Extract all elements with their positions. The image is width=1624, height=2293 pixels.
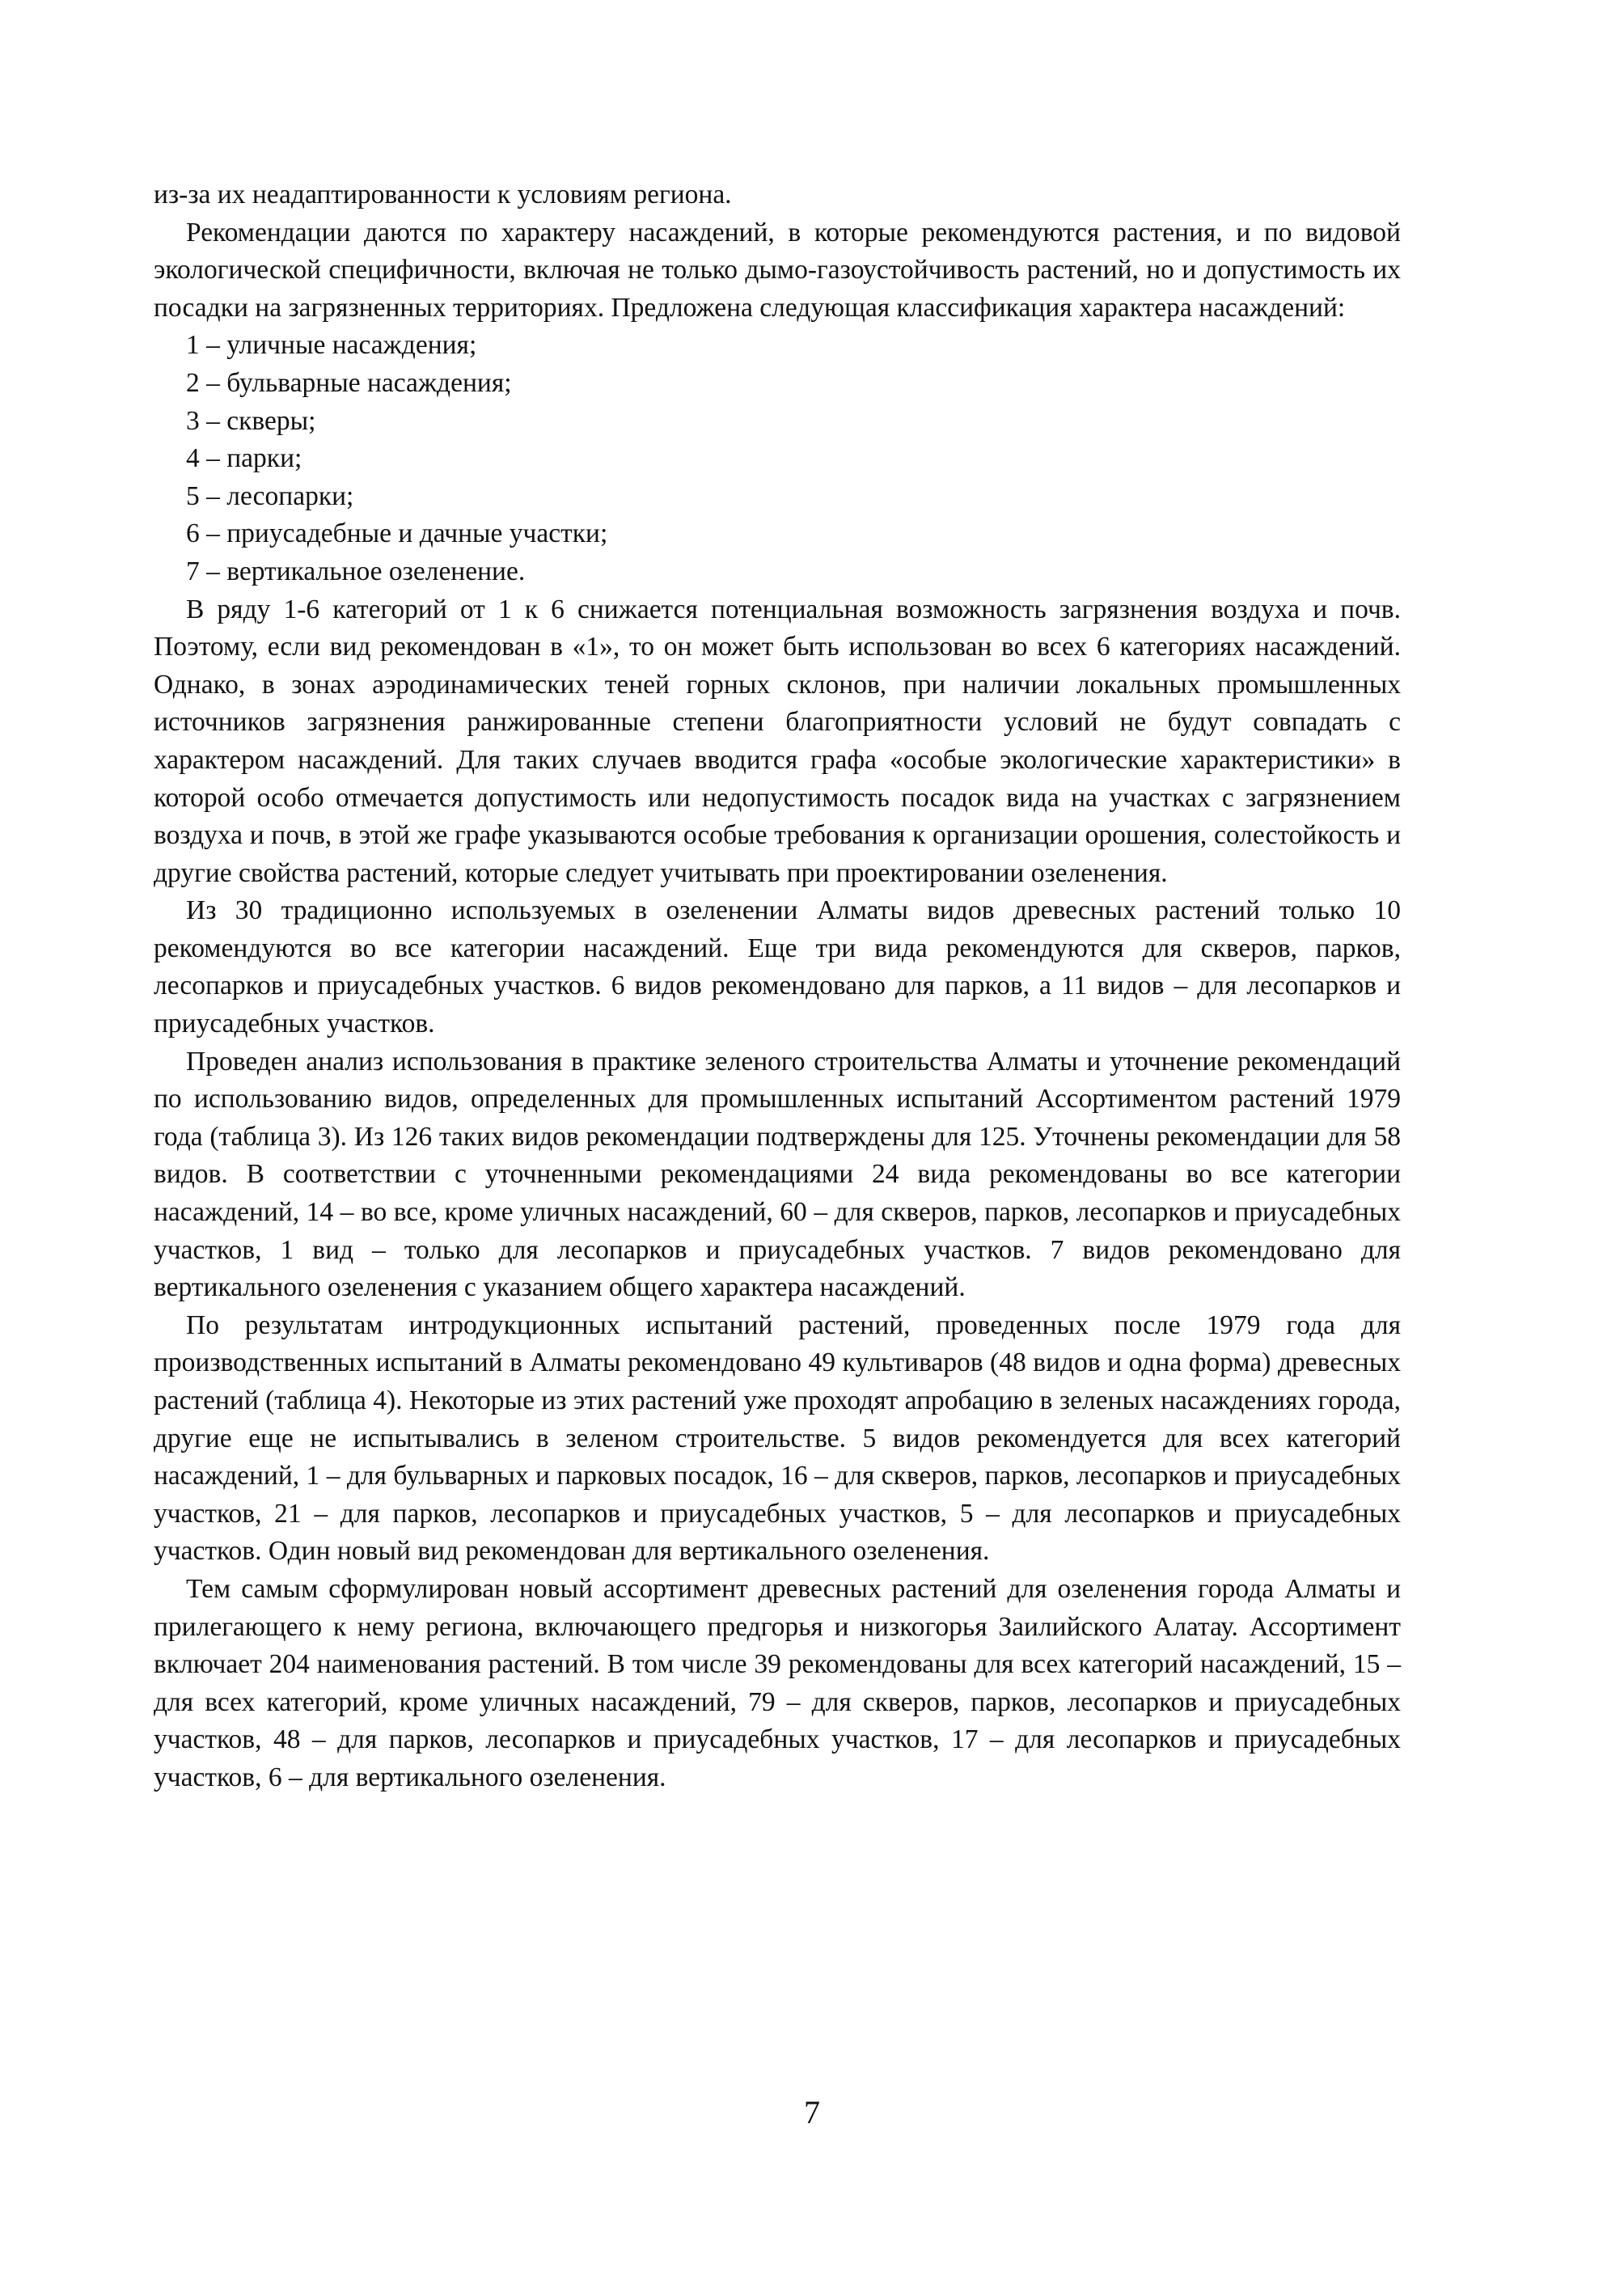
list-item: 1 – уличные насаждения; — [186, 330, 477, 361]
list-item: 4 – парки; — [186, 443, 302, 474]
list-item: 7 – вертикальное озеленение. — [186, 556, 526, 586]
page-number: 7 — [804, 2094, 820, 2130]
list-item: 5 – лесопарки; — [186, 480, 354, 511]
paragraph-analysis: Проведен анализ использования в практике зеленого строительства Алматы и уточнение рекомендаций по использованию видов, определенных для промышленных испытаний Ассортиментом растений 1979 года (таблица 3). Из 126 таких видов рекомендации подтверждены для 125. Уточнены рекомендации для 58 видов. В соответствии с уточненными рекомендациями 24 вида рекомендованы во все категории насаждений, 14 – во все, кроме уличных насаждений, 60 – для скверов, парков, лесопарков и приусадебных участков, 1 вид – только для лесопарков и приусадебных участков. 7 видов рекомендовано для вертикального озеленения с указанием общего характера насаждений. — [154, 1046, 1401, 1303]
list-item: 3 – скверы; — [186, 405, 316, 436]
paragraph-new-assortment: Тем самым сформулирован новый ассортимент древесных растений для озеленения города Алматы и прилегающего к нему региона, включающего предгорья и низкогорья Заилийского Алатау. Ассортимент включает 204 наименования растений. В том числе 39 рекомендованы для всех категорий насаждений, 15 – для всех категорий, кроме уличных насаждений, 79 – для скверов, парков, лесопарков и приусадебных участков, 48 – для парков, лесопарков и приусадебных участков, 17 – для лесопарков и приусадебных участков, 6 – для вертикального озеленения. — [154, 1573, 1401, 1792]
list-item: 2 – бульварные насаждения; — [186, 367, 512, 398]
paragraph-traditional-species: Из 30 традиционно используемых в озеленении Алматы видов древесных растений только 10 рекомендуются во все категории насаждений. Еще три вида рекомендуются для скверов, парков, лесопарков и приусадебных участков. 6 видов рекомендовано для парков, а 11 видов – для лесопарков и приусадебных участков. — [154, 895, 1401, 1039]
paragraph-categories: В ряду 1-6 категорий от 1 к 6 снижается потенциальная возможность загрязнения воздуха и почв. Поэтому, если вид рекомендован в «1», то он может быть использован во всех 6 категориях насаждений. Однако, в зонах аэродинамических теней горных склонов, при наличии локальных промышленных источников загрязнения ранжированные степени благоприятности условий не будут совпадать с характером насаждений. Для таких случаев вводится графа «особые экологические характеристики» в которой особо отмечается допустимость или недопустимость посадок вида на участках с загрязнением воздуха и почв, в этой же графе указываются особые требования к организации орошения, солестойкость и другие свойства растений, которые следует учитывать при проектировании озеленения. — [154, 594, 1401, 888]
paragraph-continuation: из-за их неадаптированности к условиям региона. — [154, 180, 732, 209]
page-body — [154, 176, 1401, 1797]
paragraph-recommendations: Рекомендации даются по характеру насаждений, в которые рекомендуются растения, и по видовой экологической специфичности, включая не только дымо-газоустойчивость растений, но и допустимость их посадки на загрязненных территориях. Предложена следующая классификация характера насаждений: — [154, 217, 1401, 323]
paragraph-introduction-results: По результатам интродукционных испытаний растений, проведенных после 1979 года для производственных испытаний в Алматы рекомендовано 49 культиваров (48 видов и одна форма) древесных растений (таблица 4). Некоторые из этих растений уже проходят апробацию в зеленых насаждениях города, другие еще не испытывались в зеленом строительстве. 5 видов рекомендуется для всех категорий насаждений, 1 – для бульварных и парковых посадок, 16 – для скверов, парков, лесопарков и приусадебных участков, 21 – для парков, лесопарков и приусадебных участков, 5 – для лесопарков и приусадебных участков. Один новый вид рекомендован для вертикального озеленения. — [154, 1309, 1401, 1567]
list-item: 6 – приусадебные и дачные участки; — [186, 518, 608, 549]
classification-list — [154, 327, 1401, 590]
